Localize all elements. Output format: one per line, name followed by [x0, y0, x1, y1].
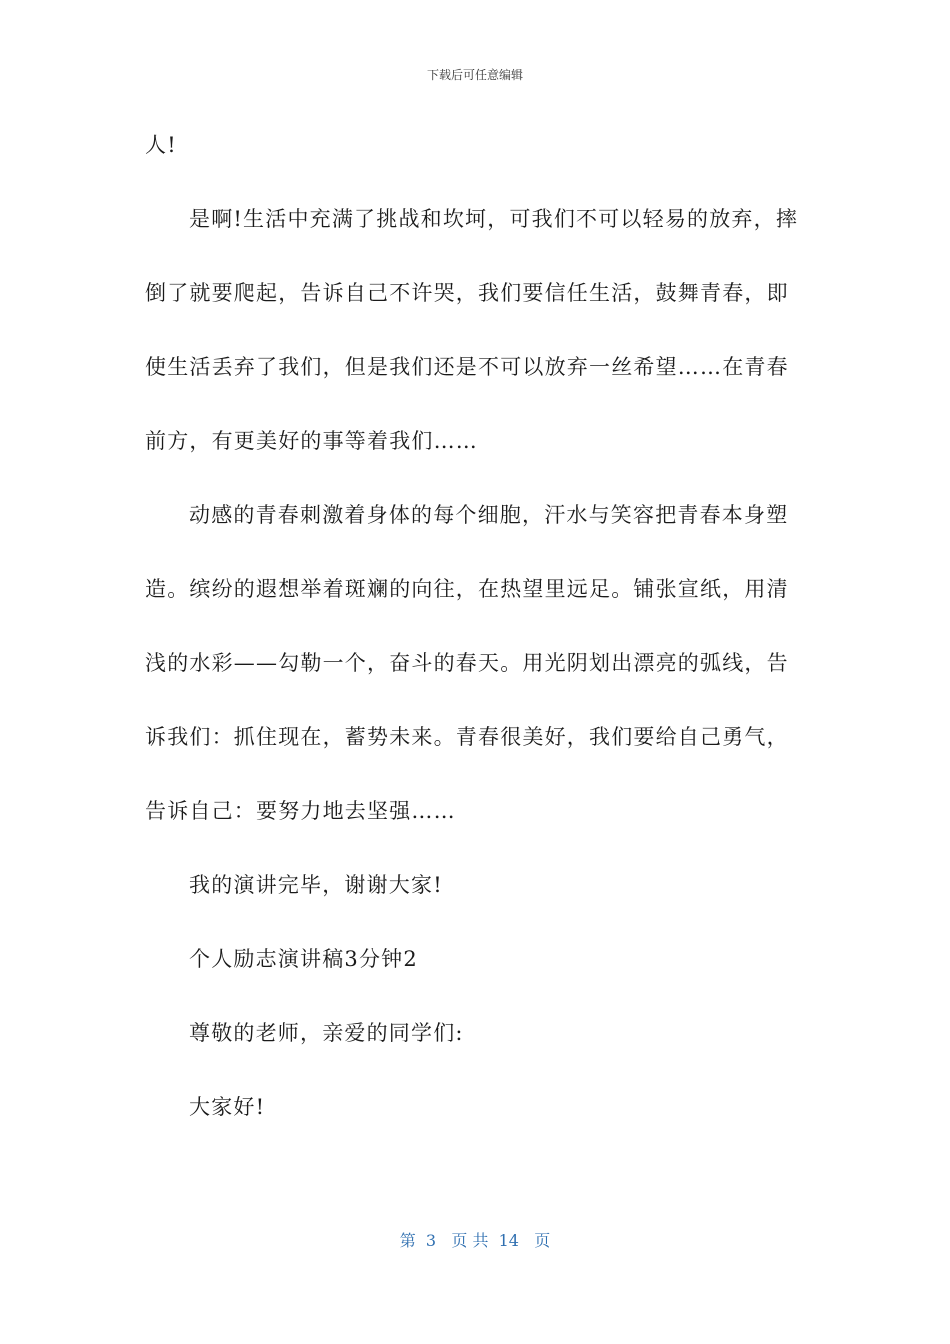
text-line: 造。缤纷的遐想举着斑斓的向往，在热望里远足。铺张宣纸，用清 [145, 577, 789, 601]
text-line: 动感的青春刺激着身体的每个细胞，汗水与笑容把青春本身塑 [189, 503, 789, 527]
page-header-note: 下载后可任意编辑 [426, 68, 523, 82]
text-line: 前方，有更美好的事等着我们…… [145, 429, 478, 453]
text-line: 浅的水彩——勾勒一个，奋斗的春天。用光阴划出漂亮的弧线，告 [145, 651, 789, 675]
greeting: 大家好! [189, 1095, 266, 1119]
text-line: 是啊!生活中充满了挑战和坎坷，可我们不可以轻易的放弃，摔 [189, 207, 799, 231]
text-line: 我的演讲完毕，谢谢大家! [189, 873, 443, 897]
text-line: 使生活丢弃了我们，但是我们还是不可以放弃一丝希望……在青春 [145, 355, 789, 379]
text-line: 告诉自己：要努力地去坚强…… [145, 799, 456, 823]
text-line: 倒了就要爬起，告诉自己不许哭，我们要信任生活，鼓舞青春，即 [145, 281, 789, 305]
text-line: 诉我们：抓住现在，蓄势未来。青春很美好，我们要给自己勇气， [145, 725, 789, 749]
salutation: 尊敬的老师，亲爱的同学们: [189, 1021, 464, 1045]
text-line: 人! [145, 133, 177, 157]
section-title: 个人励志演讲稿3分钟2 [189, 947, 418, 971]
document-body [145, 118, 805, 1154]
page-number-footer: 第 3 页 共 14 页 [399, 1231, 551, 1250]
